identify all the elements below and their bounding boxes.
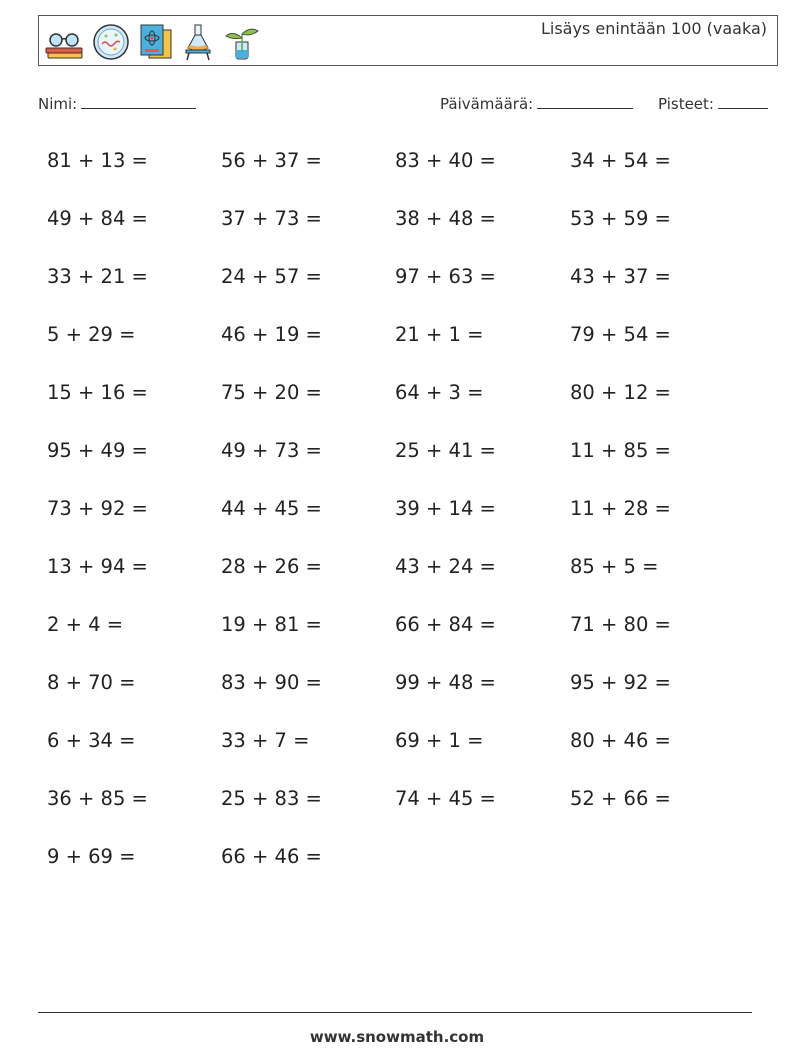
problem-item: 49 + 73 = — [221, 439, 322, 462]
problem-item: 37 + 73 = — [221, 207, 322, 230]
problem-row — [47, 784, 747, 842]
problem-item: 13 + 94 = — [47, 555, 148, 578]
problem-item: 43 + 24 = — [395, 555, 496, 578]
footer-divider — [38, 1012, 752, 1013]
problem-item: 83 + 90 = — [221, 671, 322, 694]
atom-book-icon — [137, 22, 175, 62]
problem-item: 38 + 48 = — [395, 207, 496, 230]
name-field[interactable] — [38, 94, 196, 113]
problem-item: 52 + 66 = — [570, 787, 671, 810]
problem-item: 74 + 45 = — [395, 787, 496, 810]
problem-item: 34 + 54 = — [570, 149, 671, 172]
problem-row — [47, 262, 747, 320]
flask-stand-icon — [181, 22, 215, 62]
problem-item: 66 + 84 = — [395, 613, 496, 636]
problem-item: 75 + 20 = — [221, 381, 322, 404]
problem-row — [47, 726, 747, 784]
problem-item: 53 + 59 = — [570, 207, 671, 230]
problem-row — [47, 146, 747, 204]
problem-item: 8 + 70 = — [47, 671, 136, 694]
problem-item: 81 + 13 = — [47, 149, 148, 172]
problem-row — [47, 610, 747, 668]
problem-item: 2 + 4 = — [47, 613, 124, 636]
problem-item: 49 + 84 = — [47, 207, 148, 230]
problem-item: 46 + 19 = — [221, 323, 322, 346]
score-line[interactable] — [718, 94, 768, 109]
problem-item: 69 + 1 = — [395, 729, 484, 752]
problem-row — [47, 204, 747, 262]
problem-item: 79 + 54 = — [570, 323, 671, 346]
score-field[interactable] — [658, 94, 768, 113]
problem-grid — [47, 146, 747, 900]
problem-item: 25 + 41 = — [395, 439, 496, 462]
problem-item: 5 + 29 = — [47, 323, 136, 346]
worksheet-header — [38, 15, 778, 66]
score-label: Pisteet: — [658, 95, 714, 113]
problem-row — [47, 378, 747, 436]
name-line[interactable] — [81, 94, 196, 109]
problem-item: 66 + 46 = — [221, 845, 322, 868]
problem-item: 6 + 34 = — [47, 729, 136, 752]
problem-item: 95 + 49 = — [47, 439, 148, 462]
problem-item: 85 + 5 = — [570, 555, 659, 578]
problem-item: 39 + 14 = — [395, 497, 496, 520]
problem-item: 43 + 37 = — [570, 265, 671, 288]
problem-item: 33 + 7 = — [221, 729, 310, 752]
problem-item: 73 + 92 = — [47, 497, 148, 520]
header-icons — [43, 20, 263, 64]
problem-row — [47, 494, 747, 552]
problem-item: 11 + 28 = — [570, 497, 671, 520]
problem-item: 24 + 57 = — [221, 265, 322, 288]
problem-row — [47, 842, 747, 900]
problem-item: 21 + 1 = — [395, 323, 484, 346]
petri-dish-icon — [91, 22, 131, 62]
problem-item: 19 + 81 = — [221, 613, 322, 636]
date-line[interactable] — [537, 94, 633, 109]
problem-row — [47, 320, 747, 378]
problem-item: 36 + 85 = — [47, 787, 148, 810]
name-label: Nimi: — [38, 95, 78, 113]
problem-item: 11 + 85 = — [570, 439, 671, 462]
problem-item: 99 + 48 = — [395, 671, 496, 694]
date-label: Päivämäärä: — [440, 95, 534, 113]
problem-item: 83 + 40 = — [395, 149, 496, 172]
worksheet-title: Lisäys enintään 100 (vaaka) — [540, 19, 767, 38]
sprout-beaker-icon — [221, 22, 263, 62]
problem-item: 33 + 21 = — [47, 265, 148, 288]
problem-row — [47, 436, 747, 494]
problem-item: 28 + 26 = — [221, 555, 322, 578]
footer-url: www.snowmath.com — [309, 1028, 485, 1046]
problem-item: 56 + 37 = — [221, 149, 322, 172]
problem-item: 80 + 12 = — [570, 381, 671, 404]
problem-item: 80 + 46 = — [570, 729, 671, 752]
problem-row — [47, 552, 747, 610]
problem-row — [47, 668, 747, 726]
problem-item: 25 + 83 = — [221, 787, 322, 810]
problem-item: 64 + 3 = — [395, 381, 484, 404]
problem-item: 9 + 69 = — [47, 845, 136, 868]
problem-item: 97 + 63 = — [395, 265, 496, 288]
problem-item: 44 + 45 = — [221, 497, 322, 520]
problem-item: 15 + 16 = — [47, 381, 148, 404]
problem-item: 95 + 92 = — [570, 671, 671, 694]
glasses-books-icon — [43, 22, 85, 62]
date-field[interactable] — [440, 94, 633, 113]
problem-item: 71 + 80 = — [570, 613, 671, 636]
